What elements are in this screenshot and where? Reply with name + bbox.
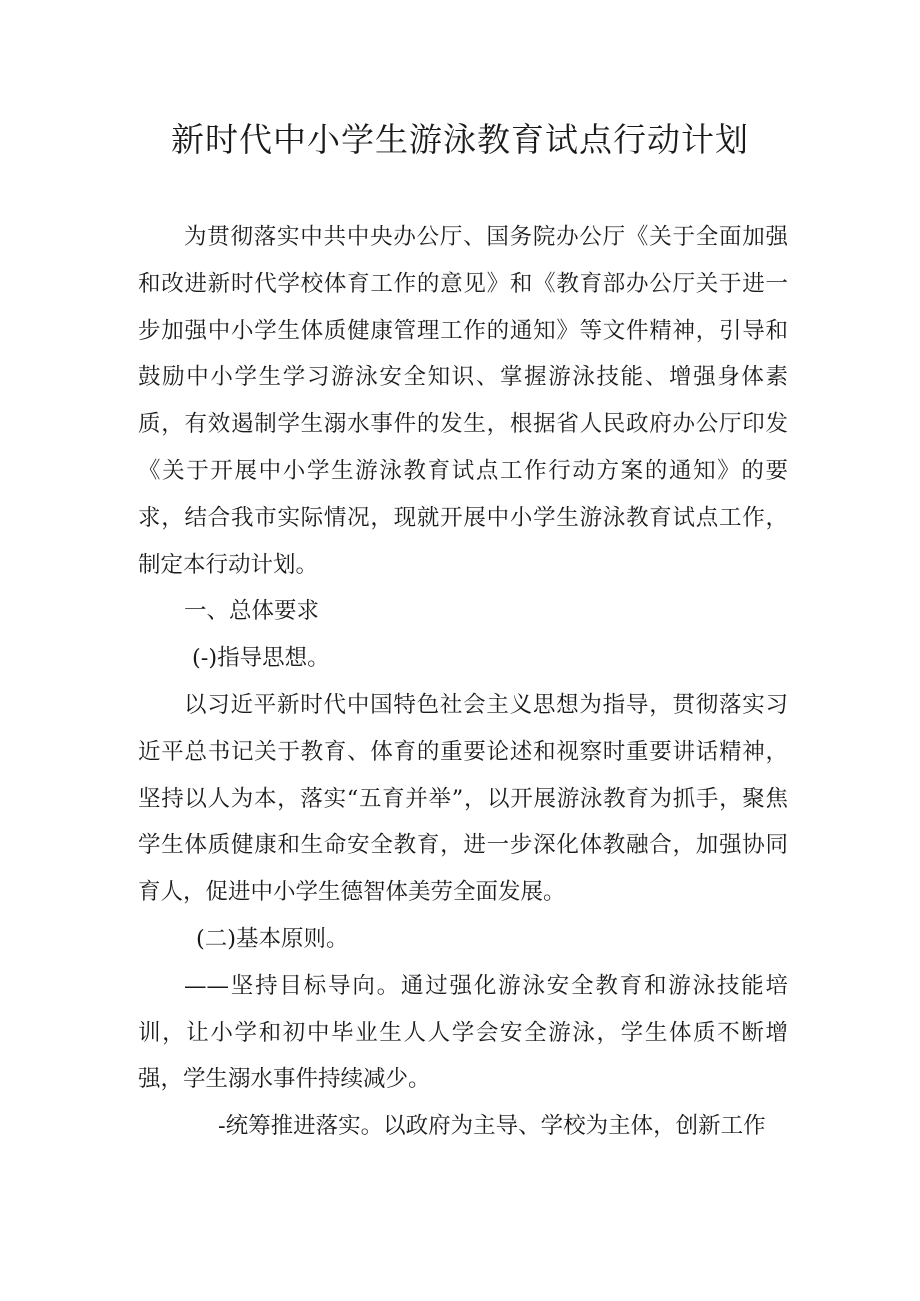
section-heading-overall-requirements: 一、总体要求 xyxy=(184,598,320,625)
principle-goal-oriented-paragraph: ——坚持目标导向。通过强化游泳安全教育和游泳技能培训，让小学和初中毕业生人人学会安全游泳，学生体质不断增强，学生溺水事件持续减少。 xyxy=(138,972,788,1093)
subsection-heading-basic-principles: (二)基本原则。 xyxy=(196,925,349,952)
document-title: 新时代中小学生游泳教育试点行动计划 xyxy=(171,120,749,159)
guiding-ideology-paragraph: 以习近平新时代中国特色社会主义思想为指导，贯彻落实习近平总书记关于教育、体育的重要论述和视察时重要讲话精神，坚持以人为本，落实“五育并举”，以开展游泳教育为抓手，聚焦学生体质健康和生命安全教育，进一步深化体教融合，加强协同育人，促进中小学生德智体美劳全面发展。 xyxy=(138,691,788,906)
principle-coordinated-advancement-paragraph: -统筹推进落实。以政府为主导、学校为主体，创新工作 xyxy=(218,1113,766,1140)
document-body xyxy=(138,214,788,1150)
intro-paragraph: 为贯彻落实中共中央办公厅、国务院办公厅《关于全面加强和改进新时代学校体育工作的意见》和《教育部办公厅关于进一步加强中小学生体质健康管理工作的通知》等文件精神，引导和鼓励中小学生学习游泳安全知识、掌握游泳技能、增强身体素质，有效遏制学生溺水事件的发生，根据省人民政府办公厅印发《关于开展中小学生游泳教育试点工作行动方案的通知》的要求，结合我市实际情况，现就开展中小学生游泳教育试点工作，制定本行动计划。 xyxy=(138,224,788,578)
subsection-heading-guiding-ideology: (-)指导思想。 xyxy=(192,645,330,672)
